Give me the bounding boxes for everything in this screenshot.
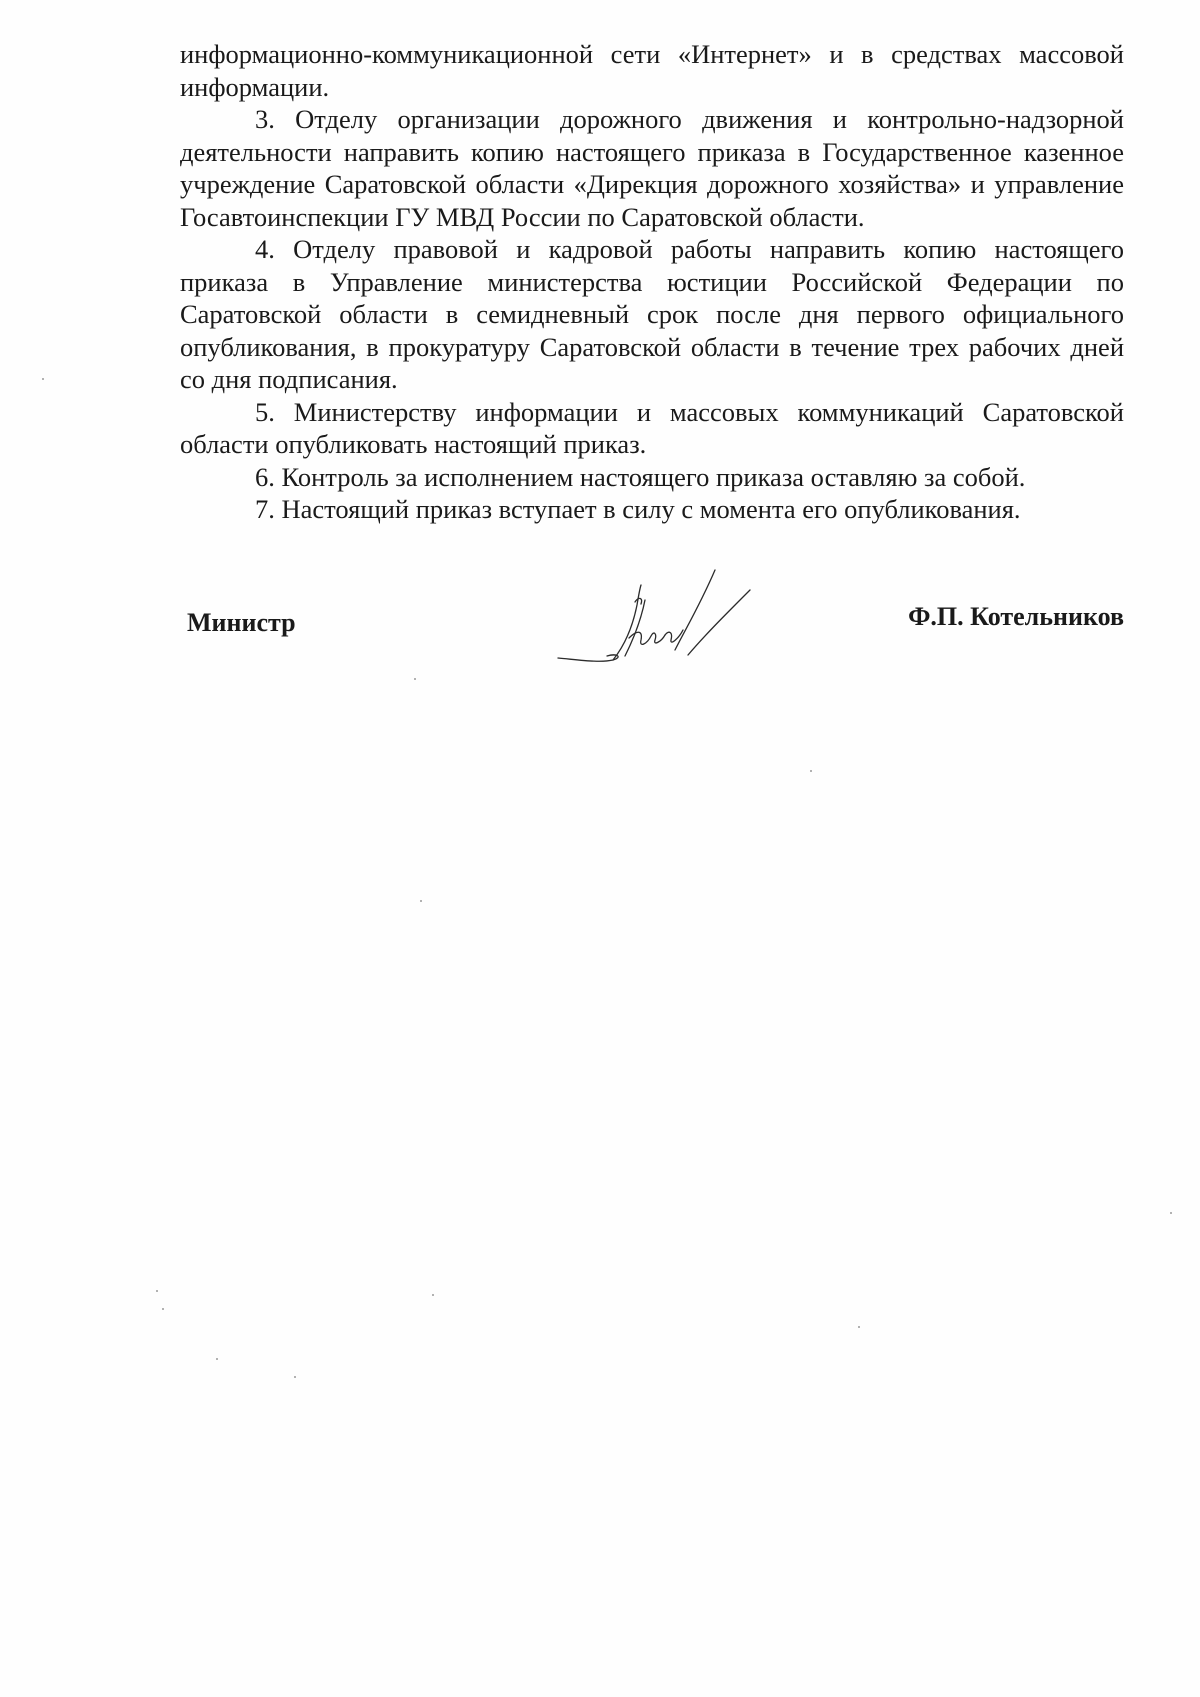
signatory-name: Ф.П. Котельников	[908, 602, 1124, 631]
paragraph-item-3: 3. Отделу организации дорожного движения и контрольно-надзорной деятельности направить копию настоящего приказа в Государственное казенное учреждение Саратовской области «Дирекция дорожного хозяйства» и управление Госавтоинспекции ГУ МВД России по Саратовской области.	[180, 104, 1124, 232]
handwritten-signature-icon	[555, 560, 765, 670]
paragraph-item-6: 6. Контроль за исполнением настоящего приказа оставляю за собой.	[255, 461, 1026, 492]
signatory-position: Министр	[187, 608, 296, 637]
paragraph-item-4: 4. Отделу правовой и кадровой работы направить копию настоящего приказа в Управление министерства юстиции Российской Федерации по Саратовской области в семидневный срок после дня первого официального опубликования, в прокуратуру Саратовской области в течение трех рабочих дней со дня подписания.	[180, 234, 1124, 394]
paragraph-item-7: 7. Настоящий приказ вступает в силу с момента его опубликования.	[255, 494, 1021, 524]
paragraph-continuation: информационно-коммуникационной сети «Интернет» и в средствах массовой информации.	[180, 39, 1124, 102]
document-body	[180, 38, 1124, 526]
paragraph-item-5: 5. Министерству информации и массовых коммуникаций Саратовской области опубликовать настоящий приказ.	[180, 396, 1124, 459]
